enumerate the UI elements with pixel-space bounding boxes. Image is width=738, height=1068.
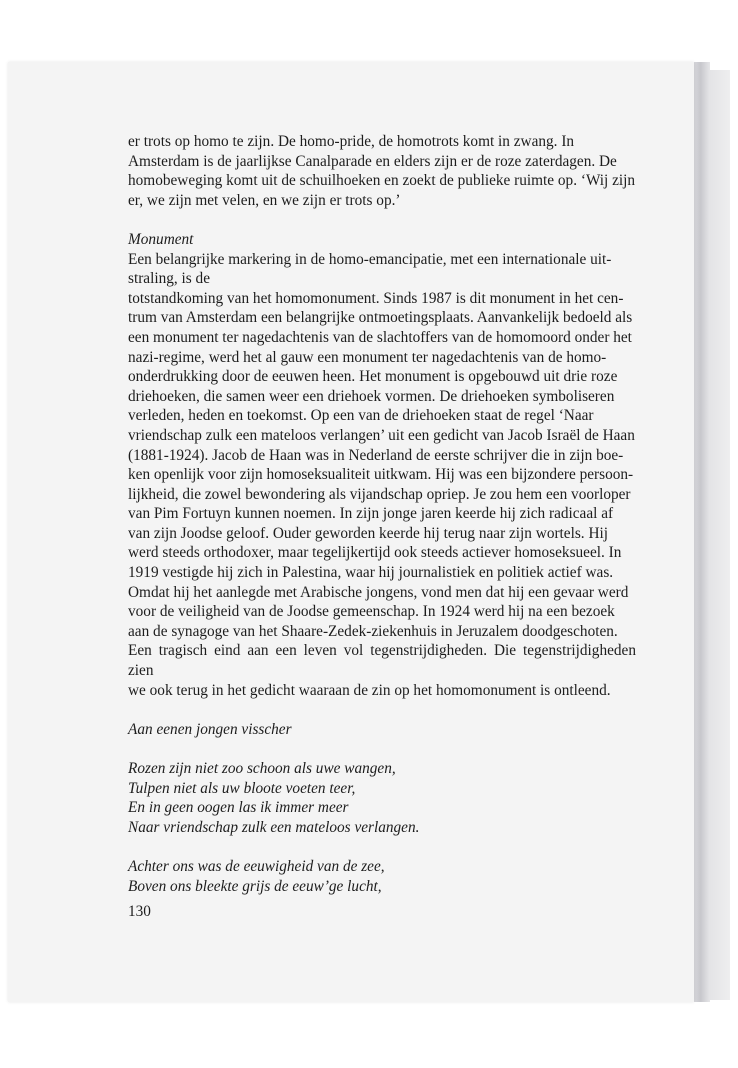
poem-verse: Boven ons bleekte grijs de eeuw’ge lucht, xyxy=(128,877,382,895)
poem-verse: Achter ons was de eeuwigheid van de zee, xyxy=(128,857,385,875)
text-line: Omdat hij het aanlegde met Arabische jongens, vond men dat hij een gevaar werd xyxy=(128,583,629,601)
text-line: Een tragisch eind aan een leven vol tegenstrijdigheden. Die tegenstrijdigheden zien xyxy=(128,642,636,680)
text-line: straling, is de xyxy=(128,270,210,288)
text-line: totstandkoming van het homomonument. Sinds 1987 is dit monument in het cen- xyxy=(128,289,624,307)
page-content xyxy=(128,132,636,896)
text-line: nazi-regime, werd het al gauw een monument ter nagedachtenis van de homo- xyxy=(128,348,607,366)
poem-title: Aan eenen jongen visscher xyxy=(128,720,292,738)
text-line: lijkheid, die zowel bewondering als vijandschap opriep. Je zou hem een voorloper xyxy=(128,485,631,503)
stanza-gap xyxy=(128,837,636,857)
page-edge-back xyxy=(710,70,730,1000)
text-line: homobeweging komt uit de schuilhoeken en zoekt de publieke ruimte op. ‘Wij zijn xyxy=(128,172,636,190)
text-line: van zijn Joodse geloof. Ouder geworden keerde hij terug naar zijn wortels. Hij xyxy=(128,524,608,542)
intro-paragraph xyxy=(128,132,636,210)
poem-stanza-1 xyxy=(128,759,636,837)
text-line: van Pim Fortuyn kunnen noemen. In zijn jonge jaren keerde hij zich radicaal af xyxy=(128,505,614,523)
text-line: een monument ter nagedachtenis van de slachtoffers van de homomoord onder het xyxy=(128,328,632,346)
paragraph-gap xyxy=(128,700,636,720)
section-heading: Monument xyxy=(128,230,194,248)
paragraph-gap xyxy=(128,210,636,230)
text-line: driehoeken, die samen weer een driehoek vormen. De driehoeken symboliseren xyxy=(128,387,615,405)
paragraph-gap xyxy=(128,739,636,759)
text-line: er, we zijn met velen, en we zijn er trots op.’ xyxy=(128,191,401,209)
text-line: vriendschap zulk een mateloos verlangen’ uit een gedicht van Jacob Israël de Haan xyxy=(128,426,635,444)
monument-paragraph xyxy=(128,250,636,701)
text-line: aan de synagoge van het Shaare-Zedek-ziekenhuis in Jeruzalem doodgeschoten. xyxy=(128,622,618,640)
poem-stanza-2 xyxy=(128,857,636,896)
text-line: ken openlijk voor zijn homoseksualiteit uitkwam. Hij was een bijzondere persoon- xyxy=(128,466,634,484)
text-line: we ook terug in het gedicht waaraan de zin op het homomonument is ontleend. xyxy=(128,681,611,699)
text-line: verleden, heden en toekomst. Op een van de driehoeken staat de regel ‘Naar xyxy=(128,407,594,425)
text-line: 1919 vestigde hij zich in Palestina, waar hij journalistiek en politiek actief was. xyxy=(128,564,614,582)
poem-verse: En in geen oogen las ik immer meer xyxy=(128,799,349,817)
poem-verse: Naar vriendschap zulk een mateloos verlangen. xyxy=(128,818,420,836)
text-line: voor de veiligheid van de Joodse gemeenschap. In 1924 werd hij na een bezoek xyxy=(128,603,615,621)
text-line: onderdrukking door de eeuwen heen. Het monument is opgebouwd uit drie roze xyxy=(128,368,618,386)
page-number: 130 xyxy=(128,903,151,920)
text-line: Amsterdam is de jaarlijkse Canalparade en elders zijn er de roze zaterdagen. De xyxy=(128,152,617,170)
text-line: trum van Amsterdam een belangrijke ontmoetingsplaats. Aanvankelijk bedoeld als xyxy=(128,309,633,327)
poem-verse: Tulpen niet als uw bloote voeten teer, xyxy=(128,779,356,797)
poem-verse: Rozen zijn niet zoo schoon als uwe wangen, xyxy=(128,760,396,777)
text-line: er trots op homo te zijn. De homo-pride, de homotrots komt in zwang. In xyxy=(128,133,575,150)
text-line: werd steeds orthodoxer, maar tegelijkertijd ook steeds actiever homoseksueel. In xyxy=(128,544,622,562)
text-line: Een belangrijke markering in de homo-emancipatie, met een internationale uit- xyxy=(128,250,612,268)
text-line: (1881-1924). Jacob de Haan was in Nederland de eerste schrijver die in zijn boe- xyxy=(128,446,624,464)
page-edge-shadow xyxy=(694,62,710,1002)
